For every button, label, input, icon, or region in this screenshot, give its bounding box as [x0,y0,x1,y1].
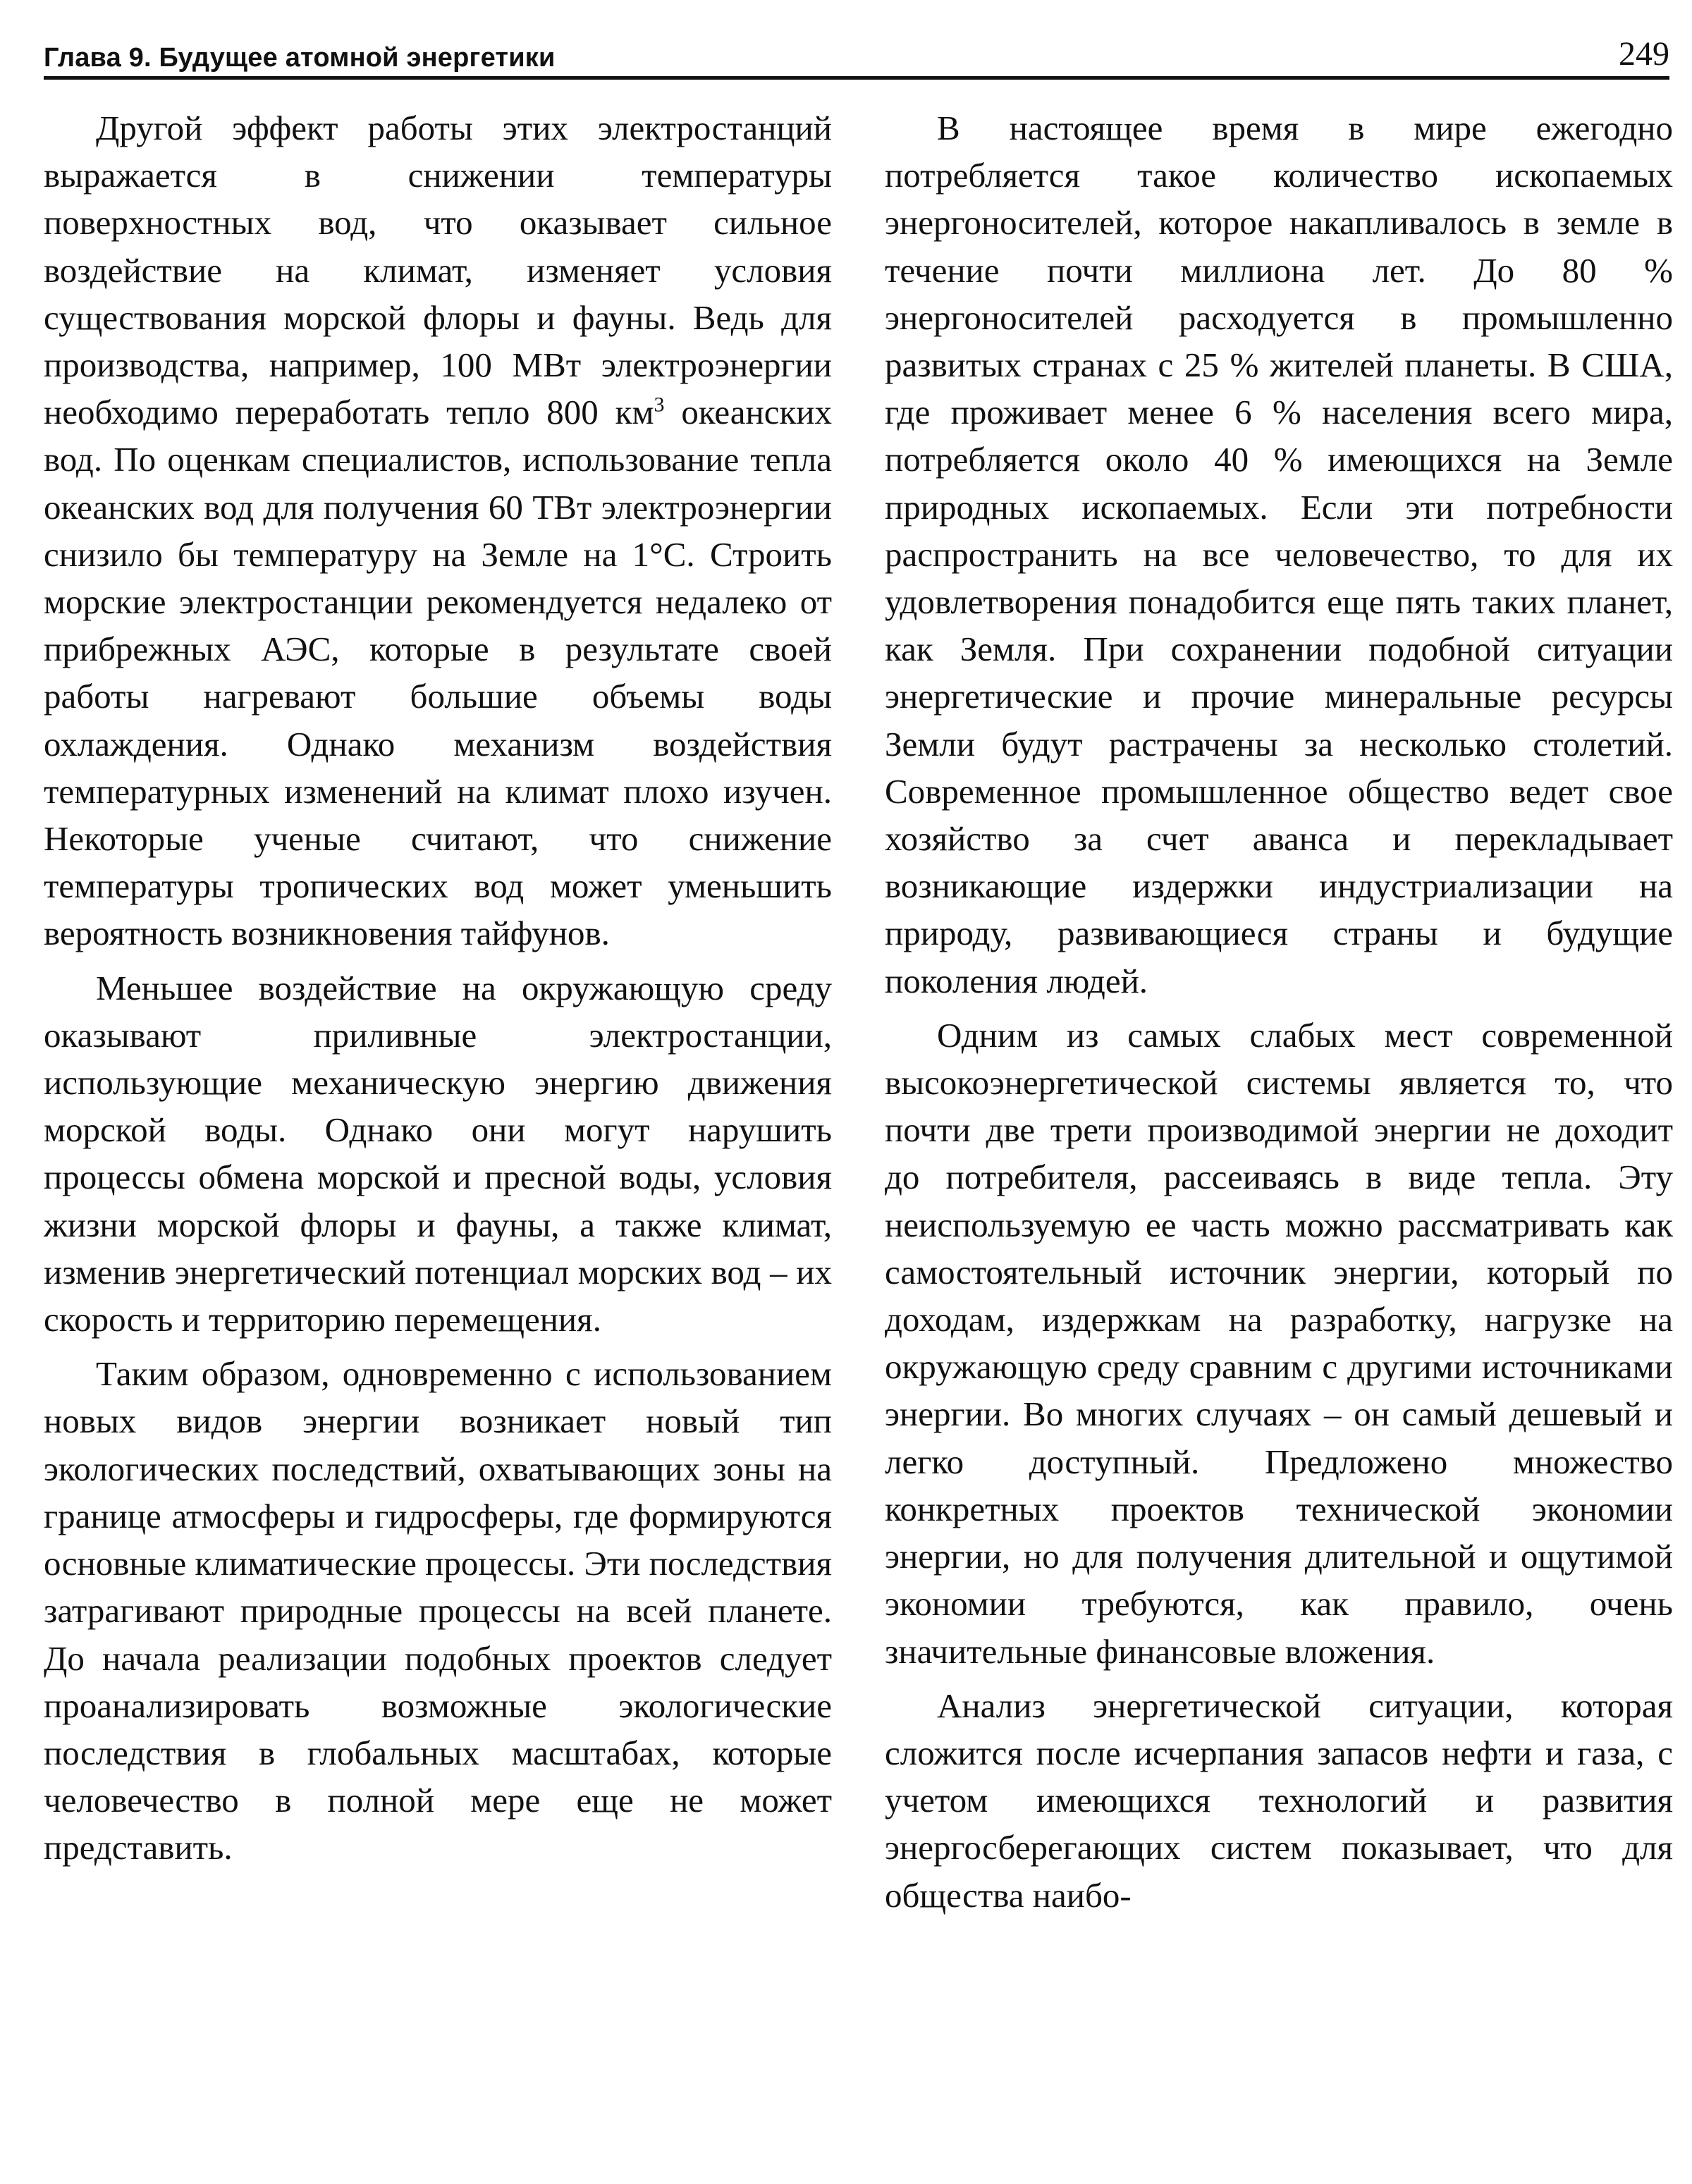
right-column [885,104,1673,1919]
paragraph-text: Другой эффект работы этих электростанций выражается в снижении температуры поверхностных вод, что оказывает сильное воздействие на климат, изменяет условия существования морской флоры и фауны. Ведь для производства, например, 100 МВт электроэнергии необходимо переработать тепло 800 [44,109,832,432]
paragraph-text-continued: океанских вод. По оценкам специалистов, использование тепла океанских вод для получения 60 ТВт электроэнергии снизило бы температуру на Земле на 1°С. Строить морские электростанции рекомендуется недалеко от прибрежных АЭС, которые в результате своей работы нагревают большие объемы воды охлаждения. Однако механизм воздействия температурных изменений на климат плохо изучен. Некоторые ученые считают, что снижение температуры тропических вод может уменьшить вероятность возникновения тайфунов. [44,393,832,953]
paragraph [44,1350,832,1871]
chapter-title: Глава 9. Будущее атомной энергетики [44,43,556,73]
paragraph-text: Меньшее воздействие на окружающую среду оказывают приливные электростанции, использующие механическую энергию движения морской воды. Однако они могут нарушить процессы обмена морской и пресной воды, условия жизни морской флоры и фауны, а также климат, изменив энергетический потенциал морских вод – их скорость и территорию перемещения. [44,968,832,1339]
running-head [44,27,1669,80]
paragraph [885,1012,1673,1675]
page-number: 249 [1619,35,1669,73]
paragraph [885,104,1673,1005]
paragraph [44,104,832,957]
paragraph-text: Анализ энергетической ситуации, которая сложится после исчерпания запасов нефти и газа, с учетом имеющихся технологий и развития энергосберегающих систем показывает, что для общества наибо- [885,1686,1673,1915]
unit-exponent: 3 [654,393,665,417]
paragraph [885,1682,1673,1919]
paragraph-text: Одним из самых слабых мест современной высокоэнергетической системы является то, что почти две трети производимой энергии не доходит до потребителя, рассеиваясь в виде тепла. Эту неиспользуемую ее часть можно рассматривать как самостоятельный источник энергии, который по доходам, издержкам на разработку, нагрузке на окружающую среду сравним с другими источниками энергии. Во многих случаях – он самый дешевый и легко доступный. Предложено множество конкретных проектов технической экономии энергии, но для получения длительной и ощутимой экономии требуются, как правило, очень значительные финансовые вложения. [885,1015,1673,1671]
paragraph [44,964,832,1344]
unit: км [615,393,654,432]
paragraph-body [44,104,832,957]
paragraph-text: Таким образом, одновременно с использованием новых видов энергии возникает новый тип экологических последствий, охватывающих зоны на границе атмосферы и гидросферы, где формируются основные климатические процессы. Эти последствия затрагивают природные процессы на всей планете. До начала реализации подобных проектов следует проанализировать возможные экологические последствия в глобальных масштабах, которые человечество в полной мере еще не может представить. [44,1354,832,1867]
left-column [44,104,832,1872]
paragraph-text: В настоящее время в мире ежегодно потребляется такое количество ископаемых энергоносителей, которое накапливалось в земле в течение почти миллиона лет. До 80 % энергоносителей расходуется в промышленно развитых странах с 25 % жителей планеты. В США, где проживает менее 6 % населения всего мира, потребляется около 40 % имеющихся на Земле природных ископаемых. Если эти потребности распространить на все человечество, то для их удовлетворения понадобится еще пять таких планет, как Земля. При сохранении подобной ситуации энергетические и прочие минеральные ресурсы Земли будут растрачены за несколько столетий. Современное промышленное общество ведет свое хозяйство за счет аванса и перекладывает возникающие издержки индустриализации на природу, развивающиеся страны и будущие поколения людей. [885,109,1673,1000]
